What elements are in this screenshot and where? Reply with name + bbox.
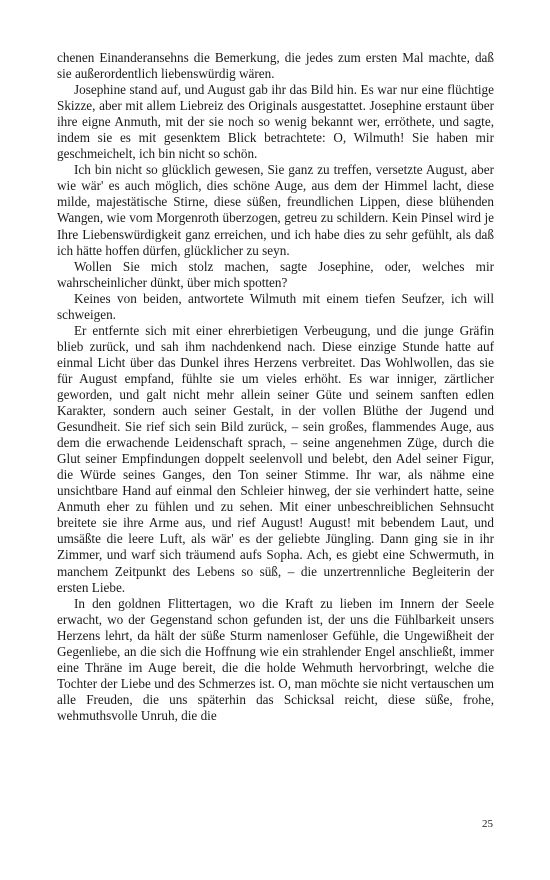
- paragraph-2: Josephine stand auf, und August gab ihr das Bild hin. Es war nur eine flüchtige Skizze, aber mit allem Liebreiz des Originals ausgestattet. Josephine erstaunt über ihre eigne Anmuth, mit der sie noch so wenig bekannt wer, erröthete, und sagte, indem sie es mit gesenktem Blick betrachtete: O, Wilmuth! Sie haben mir geschmeichelt, ich bin nicht so schön.: [57, 82, 494, 162]
- page-number: 25: [482, 818, 493, 830]
- paragraph-7: In den goldnen Flittertagen, wo die Kraft zu lieben im Innern der Seele erwacht, wo der Gegenstand schon gefunden ist, der uns die Fühlbarkeit unsers Herzens lehrt, da hält der süße Sturm namenloser Gefühle, die Ungewißheit der Gegenliebe, an die sich die Hoffnung wie ein strahlender Engel anschließt, immer eine Thräne im Auge bereit, die die holde Wehmuth hervorbringt, welche die Tochter der Liebe und des Schmerzes ist. O, man möchte sie nicht vertauschen um alle Freuden, die uns späterhin das Schicksal reicht, diese süße, frohe, wehmuthsvolle Unruh, die die: [57, 595, 494, 723]
- body-text: [57, 50, 494, 724]
- paragraph-5: Keines von beiden, antwortete Wilmuth mit einem tiefen Seufzer, ich will schweigen.: [57, 290, 494, 322]
- paragraph-4: Wollen Sie mich stolz machen, sagte Josephine, oder, welches mir wahrscheinlicher dünkt, über mich spotten?: [57, 258, 494, 290]
- paragraph-3: Ich bin nicht so glücklich gewesen, Sie ganz zu treffen, versetzte August, aber wie wär' es auch möglich, dies schöne Auge, aus dem der Himmel lacht, diese milde, majestätische Stirne, diese süßen, freundlichen Lippen, diese blühenden Wangen, wie vom Morgenroth überzogen, getreu zu schildern. Kein Pinsel wird je Ihre Liebenswürdigkeit ganz erreichen, und ich habe dies zu sehr gefühlt, als daß ich hätte hoffen dürfen, glücklicher zu seyn.: [57, 162, 494, 258]
- paragraph-1: chenen Einanderansehns die Bemerkung, die jedes zum ersten Mal machte, daß sie außerordentlich liebenswürdig wären.: [57, 50, 494, 82]
- paragraph-6: Er entfernte sich mit einer ehrerbietigen Verbeugung, und die junge Gräfin blieb zurück, und sah ihm nachdenkend nach. Diese einzige Stunde hatte auf einmal Licht über das Dunkel ihres Herzens verbreitet. Das Wohlwollen, das sie für August empfand, fühlte sie um vieles erhöht. Es war inniger, zärtlicher geworden, und galt nicht mehr allein seiner Güte und seinem sanften edlen Karakter, sondern auch seiner Gestalt, in der vollen Blüthe der Jugend und Gesundheit. Sie rief sich sein Bild zurück, – sein großes, flammendes Auge, aus dem die erwachende Leidenschaft sprach, – seine angenehmen Züge, durch die Glut seiner Empfindungen doppelt seelenvoll und belebt, den Adel seiner Figur, die Würde seines Ganges, den Ton seiner Stimme. Ihr war, als nähme eine unsichtbare Hand auf einmal den Schleier hinweg, der sie verhindert hatte, seine Anmuth eher zu fühlen und zu sehen. Mit einer unbeschreiblichen Sehnsucht breitete sie ihre Arme aus, und rief August! August! mit bebendem Laut, und umsäßte die leere Luft, als wär' es der geliebte Jüngling. Dann ging sie in ihr Zimmer, und warf sich träumend aufs Sopha. Ach, es giebt eine Schwermuth, in manchem Zeitpunkt des Lebens so süß, – die unzertrennliche Begleiterin der ersten Liebe.: [57, 322, 494, 595]
